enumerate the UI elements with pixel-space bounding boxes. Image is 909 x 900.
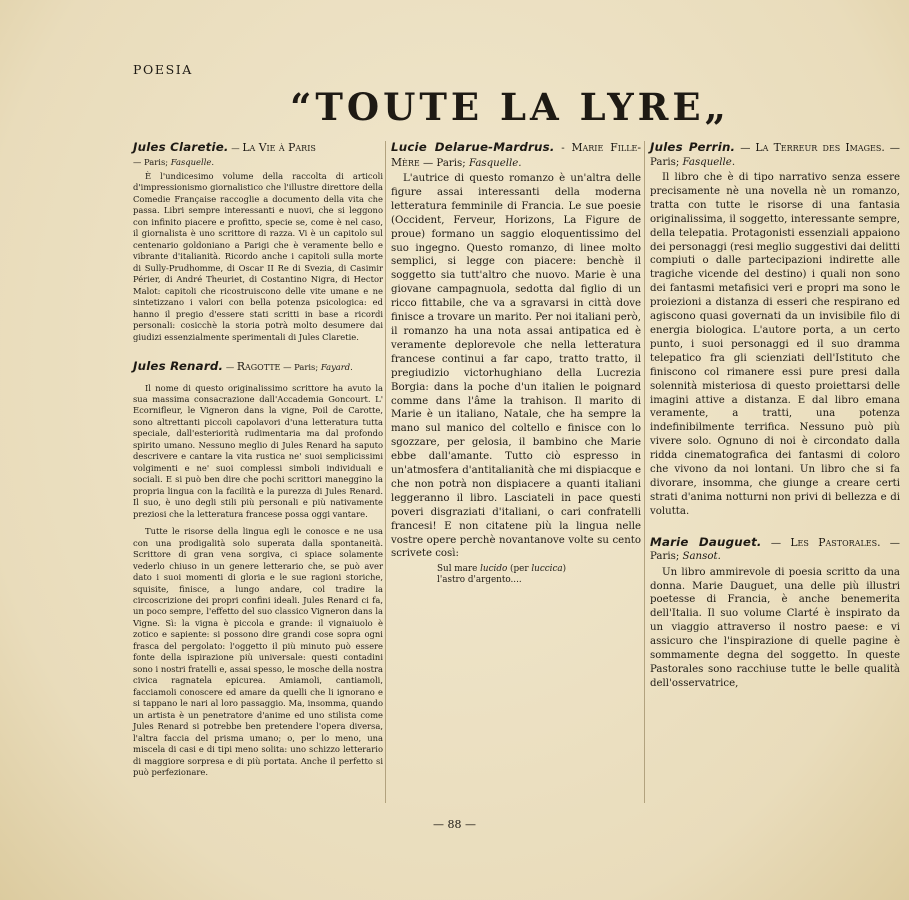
dash: — (735, 143, 756, 154)
publisher: Fasquelle. (468, 157, 522, 169)
publisher-line: — Paris; (133, 156, 171, 167)
author-name: Jules Renard. (133, 359, 224, 374)
publisher: Fayard. (320, 362, 353, 373)
publisher: Sansot. (682, 551, 721, 563)
verse-text: Sul mare (437, 564, 481, 575)
publisher: Fasquelle. (170, 156, 214, 167)
publisher-line: — Paris; (650, 537, 900, 563)
author-name: Lucie Delarue-Mardrus. (391, 140, 555, 154)
dash: — (228, 143, 243, 153)
author-name: Jules Claretie. (133, 140, 229, 154)
book-title: La Vie à Paris (242, 141, 316, 154)
review-heading (650, 536, 900, 564)
review-paragraph: Il libro che è di tipo narrativo senza essere precisamente nè una novella nè un romanzo, tratta con tutte le risorse di una fantasia originalissima, il soggetto, interessante sempre, della telepatia. Protagonisti essenziali appaiono dei personaggi (resi meglio suggestivi dai delitti compiuti o dalle partecipazioni indirette alle tragiche vicende del destino) i quali non sono dei fantasmi metafisici veri e propri ma sono le proiezioni a distanza di esseri che respirano ed agiscono quasi governati da un invisibile filo di energia biologica. L'autore porta, a un certo punto, i suoi personaggi ed il suo dramma telepatico fra gli scienziati dell'Istituto che finiscono col rimanere essi pure presi dalla solennità misteriosa di questo proiettarsi delle imagini attive a distanza. E dal libro emana veramente, a tratti, una potenza indefinibilmente terrifica. Nessuno può più vivere solo. Ognuno di noi è circondato dalla ridda cinematografica dei fantasmi di coloro che vivono da noi lontani. Un libro che si fa divorare, insomma, che giunge a creare certi strati d'anima notturni non privi di bellezza e di volutta. (650, 172, 900, 517)
review-paragraph: Un libro ammirevole di poesia scritto da una donna. Marie Dauguet, una delle più illustri poetesse di Francia, è anche benemerita dell'Italia. Il suo volume Clarté è inspirato da un viaggio attraverso il nostro paese: e vi assicuro che l'inspirazione di quelle pagine è sommamente degna del soggetto. In queste Pastorales sono racchiuse tutte le belle qualità dell'osservatrice, (650, 566, 900, 689)
review-renard (133, 360, 383, 778)
author-name: Jules Perrin. (650, 140, 736, 154)
book-title: Les Pastorales. (790, 535, 881, 549)
review-paragraph: Tutte le risorse della lingua egli le conosce e ne usa con una prodigalità solo superata dalla spontaneità. Scrittore di gran vena sorgiva, ci spiace solamente vederlo chiuso in un genere letterario che, se può aver dato i suoi momenti di gloria e le sue ragioni storiche, squisite, finisce, a lungo andare, col tradire la circoscrizione dei propri confini ideali. Jules Renard ci fa, un poco sempre, l'effetto del suo classico Vigneron dans la Vigne. Sì: la vigna è piccola e grande: il vignaiuolo è zotico e sapiente: si possono dire grandi cose sopra ogni frasca del pergolato: l'oggetto il più minuto può essere fonte della ispirazione più universale: questi contadini sono i nostri fratelli e, assai spesso, le mosche della nostra civica ragnatela epicurea. Amiamoli, cantiamoli, facciamoli conoscere ed amare da quelli che li ignorano e si tappano le nari al loro passaggio. Ma, insomma, quando un artista è un penetratore d'anime ed uno stilista come Jules Renard si potrebbe ben pretendere l'opera diversa, l'altra faccia del prisma umano; o, per lo meno, una miscela di casi e di tipi meno solita: uno schizzo letterario di maggiore sorpresa e di più portata. Anche il perfetto si può perfezionare. (133, 526, 383, 777)
verse-text: l'astro d'argento.... (437, 575, 522, 586)
column-2 (391, 141, 641, 592)
book-title: Ragotte (236, 360, 281, 374)
review-heading (133, 360, 383, 375)
publisher: Fasquelle. (682, 156, 736, 168)
review-paragraph: L'autrice di questo romanzo è un'altra delle figure assai interessanti della moderna letteratura femminile di Francia. Le sue poesie (Occident, Ferveur, Horizons, La Figure de proue) formano un saggio eloquentissimo del suo ingegno. Questo romanzo, di linee molto semplici, si legge con piacere: benchè il soggetto sia tutt'altro che nuovo. Marie è una giovane campagnuola, sedotta dal figlio di un ricco fittabile, che va a sgravarsi in città dove finisce a trovare un marito. Per noi italiani però, il romanzo ha una nota assai antipatica ed è veramente deplorevole che nella letteratura francese continui a far capo, tratto tratto, il pregiudizio victorhughiano della Lucrezia Borgia: dans la poche d'un italien le poignard comme dans l'âme la trahison. Il marito di Marie è un italiano, Natale, che ha sempre la mano sul manico del coltello e finisce con lo sgozzare, per gelosia, il bambino che Marie ebbe dall'amante. Tutto ciò espresso in un'atmosfera d'antitalianità che mi dispiacque e che non potrà non dispiacere a quanti italiani leggeranno il libro. Lasciateli in pace questi poveri disgraziati d'italiani, o cari confratelli francesi! E non citatene più la lingua nelle vostre opere perchè novantanove volte su cento scrivete così: (391, 173, 641, 560)
verse-text: luccica (531, 564, 563, 575)
book-title: Marie Fille-Mère (391, 141, 641, 169)
column-rule (385, 141, 386, 803)
column-rule (644, 141, 645, 803)
review-heading (391, 141, 641, 170)
review-heading (133, 141, 383, 169)
publisher-line: — Paris; (280, 362, 321, 373)
dash: — (761, 537, 791, 549)
publisher-line: — Paris; (650, 143, 900, 168)
verse-quote (437, 564, 641, 586)
review-heading (650, 141, 900, 169)
review-perrin (650, 141, 900, 519)
review-paragraph: Il nome di questo originalissimo scrittore ha avuto la sua massima consacrazione dall'Accademia Goncourt. L' Ecornifleur, le Vigneron dans la vigne, Poil de Carotte, sono altrettanti piccoli capolavori d'una letteratura tutta speciale, dall'esteriorità rudimentaria ma dal profondo spirito umano. Nessuno meglio di Jules Renard ha saputo descrivere e cantare la vita rustica ne' suoi semplicissimi volgimenti e ne' suoi complessi simboli individuali e sociali. E si può ben dire che pochi scrittori maneggino la propria lingua con la facilità e la purezza di Jules Renard. Il suo, è uno degli stili più personali e più nativamente preziosi che la letteratura francese possa oggi vantare. (133, 382, 383, 519)
review-delarue-mardrus (391, 141, 641, 586)
section-label: POESIA (133, 62, 193, 77)
dash: — (223, 362, 237, 373)
publisher-line: — Paris; (419, 157, 469, 169)
dash: - (554, 143, 572, 154)
review-dauguet (650, 536, 900, 691)
verse-text: ) (562, 564, 567, 575)
review-claretie (133, 141, 383, 343)
author-name: Marie Dauguet. (650, 534, 762, 549)
column-3 (650, 141, 900, 691)
verse-text: lucido (480, 564, 508, 575)
page-number: — 88 — (433, 818, 476, 831)
book-title: La Terreur des Images. (755, 141, 885, 154)
review-paragraph: È l'undicesimo volume della raccolta di articoli d'impressionismo giornalistico che l'illustre direttore della Comedie Française raccoglie a documento della vita che passa. Libri sempre interessanti e nuovi, che si leggono con infinito piacere e profitto, specie se, come è nel caso, il giornalista è uno scrittore di razza. Vi è un capitolo sul centenario goldoniano a Parigi che è veramente bello e vibrante d'italianità. Ricordo anche i capitoli sulla morte di Sully-Prudhomme, di Oscar II Re di Svezia, di Casimir Périer, di André Theuriet, di Costantino Nigra, di Hector Malot: capitoli che ricostruiscono delle vite umane e ne sintetizzano i valori con bella potenza psicologica: ed hanno il pregio d'essere stati scritti in base a ricordi personali: cosicchè la storia potrà molto desumere dai giudizi essenzialmente sperimentali di Jules Claretie. (133, 171, 383, 342)
page-title: “TOUTE LA LYRE„ (290, 85, 730, 129)
verse-text: (per (507, 564, 532, 575)
column-1 (133, 141, 383, 778)
